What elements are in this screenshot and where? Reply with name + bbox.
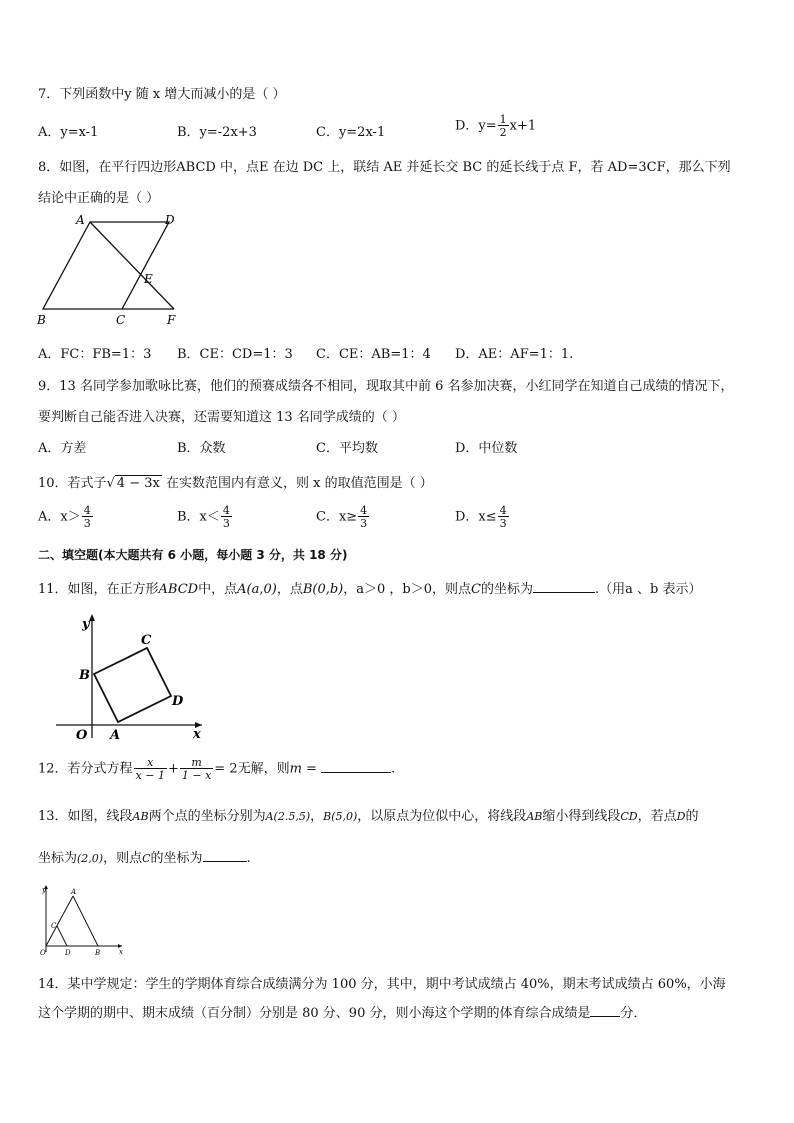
q11-square-figure <box>50 610 212 745</box>
section-heading-fill-in: 二、填空题(本大题共有 6 小题，每小题 3 分，共 18 分) <box>38 548 348 562</box>
q13-label-b: B <box>95 949 101 957</box>
q14-stem-line2: 这个学期的期中、期末成绩（百分制）分别是 80 分、90 分，则小海这个学期的体育综合成绩是 分． <box>38 1006 647 1021</box>
q8-label-d: D <box>165 213 175 227</box>
q14-stem-line1: 14．某中学规定：学生的学期体育综合成绩满分为 100 分，其中，期中考试成绩占 40%，期末考试成绩占 60%，小海 <box>38 977 726 992</box>
q11-label-a: A <box>110 728 121 743</box>
answer-blank[interactable] <box>203 849 247 862</box>
q9-option-d: D．中位数 <box>455 441 518 456</box>
sqrt-expression: √ 4 − 3x <box>106 476 160 491</box>
q7-option-d: D．y= $\frac{1}{2}$ x+1 <box>455 113 537 139</box>
q7-stem: 7．下列函数中y 随 x 增大而减小的是（ ） <box>38 87 286 102</box>
q8-stem-line2: 结论中正确的是（ ） <box>38 191 160 206</box>
q13-label-c: C <box>51 922 57 930</box>
q9-stem-line2: 要判断自己能否进入决赛，还需要知道这 13 名同学成绩的（ ） <box>38 410 405 425</box>
q9-option-c: C．平均数 <box>316 441 378 456</box>
q7-option-c: C．y=2x-1 <box>316 125 386 140</box>
q13-triangle-figure <box>36 882 126 960</box>
q12-stem: 12．若分式方程 $\frac{x}{x - 1}$ + $\frac{m}{1 - x}$ = 2无解，则m = . <box>38 756 396 782</box>
q9-option-a: A．方差 <box>38 441 87 456</box>
q13-axis-y-label: y <box>42 886 46 894</box>
q10-option-b: B．x＜ $\frac{4}{3}$ <box>177 504 230 530</box>
q8-label-c: C <box>116 313 126 327</box>
q10-stem: 10．若式子√ 4 − 3x 在实数范围内有意义，则 x 的取值范围是（ ） <box>38 476 433 491</box>
q8-option-b: B．CE：CD=1：3 <box>177 347 293 362</box>
q11-label-b: B <box>79 668 90 683</box>
q10-option-c: C．x≥ $\frac{4}{3}$ <box>316 504 368 530</box>
q8-label-f: F <box>167 313 176 327</box>
q11-axis-y-label: y <box>82 617 90 632</box>
q13-stem-line2: 坐标为(2,0)，则点C的坐标为 . <box>38 851 251 866</box>
q8-option-d: D．AE：AF=1：1. <box>455 347 574 362</box>
q10-option-d: D．x≤ $\frac{4}{3}$ <box>455 504 507 530</box>
answer-blank[interactable] <box>590 1004 620 1017</box>
q7-option-b: B．y=-2x+3 <box>177 125 257 140</box>
q9-stem-line1: 9．13 名同学参加歌咏比赛，他们的预赛成绩各不相同，现取其中前 6 名参加决赛，小红同学在知道自己成绩的情况下， <box>38 379 734 394</box>
q13-label-a: A <box>71 888 77 896</box>
q11-axis-x-label: x <box>193 727 201 742</box>
q8-label-a: A <box>76 213 85 227</box>
q13-label-o: O <box>40 949 46 957</box>
q11-label-d: D <box>172 694 184 709</box>
q8-option-a: A．FC：FB=1：3 <box>38 347 152 362</box>
q8-label-e: E <box>144 272 153 286</box>
q7-option-a: A．y=x-1 <box>38 125 99 140</box>
answer-blank[interactable] <box>533 580 595 593</box>
q8-option-c: C．CE：AB=1：4 <box>316 347 431 362</box>
q10-option-a: A．x＞ $\frac{4}{3}$ <box>38 504 91 530</box>
q13-label-d: D <box>65 949 71 957</box>
q13-stem-line1: 13．如图，线段AB两个点的坐标分别为A(2.5,5)，B(5,0)，以原点为位似中心，将线段AB缩小得到线段CD，若点D的 <box>38 809 699 824</box>
q11-label-o: O <box>76 728 88 743</box>
answer-blank[interactable] <box>321 760 391 773</box>
q11-stem: 11．如图，在正方形ABCD中，点A(a,0)，点B(0,b)，a＞0 ，b＞0，则点C的坐标为 .（用a 、b 表示） <box>38 582 702 597</box>
q9-option-b: B．众数 <box>177 441 226 456</box>
q11-label-c: C <box>141 633 152 648</box>
q8-parallelogram-figure <box>34 212 184 330</box>
q8-stem-line1: 8．如图，在平行四边形ABCD 中，点E 在边 DC 上，联结 AE 并延长交 BC 的延长线于点 F，若 AD=3CF，那么下列 <box>38 160 731 175</box>
q13-axis-x-label: x <box>119 948 123 956</box>
q8-label-b: B <box>37 313 46 327</box>
